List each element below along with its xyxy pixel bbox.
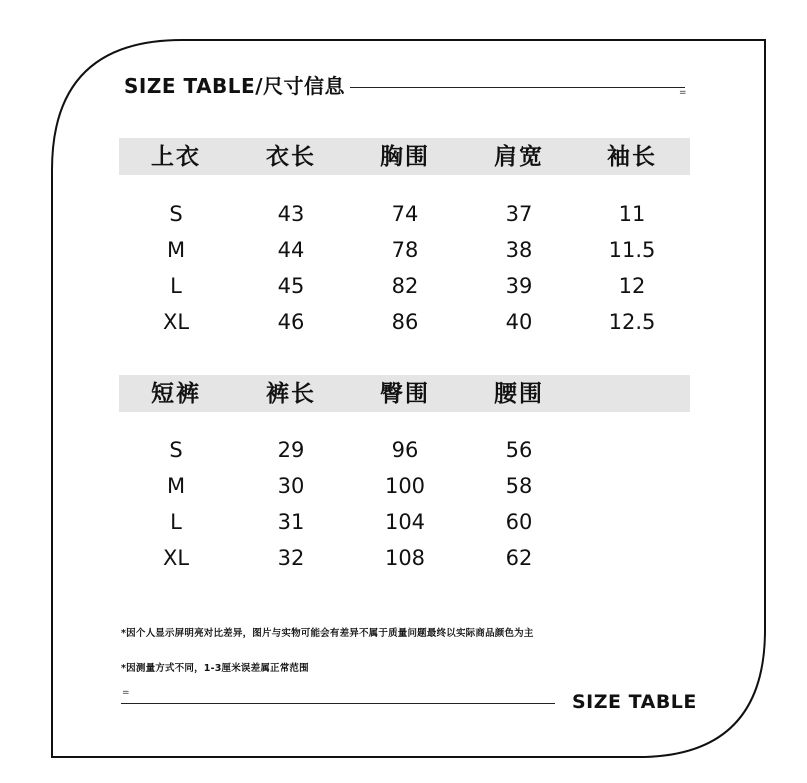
shorts-cell: 104 [384,510,426,534]
shorts-col-header: 臀围 [380,380,430,407]
footer-divider [121,703,555,704]
shorts-size-label: L [170,510,182,534]
tops-cell: 38 [505,238,533,262]
header-divider [350,87,685,88]
tops-cell: 43 [277,202,305,226]
shorts-cell: 58 [505,474,533,498]
tops-cell: 40 [505,310,533,334]
shorts-cell: 96 [391,438,419,462]
shorts-cell: 56 [505,438,533,462]
tops-col-header: 袖长 [607,143,657,170]
shorts-cell: 108 [384,546,426,570]
tops-cell: 78 [391,238,419,262]
shorts-col-header: 腰围 [494,380,544,407]
footer-mark: = [122,688,130,698]
tops-cell: 46 [277,310,305,334]
tops-cell: 11 [618,202,646,226]
tops-cell: 12.5 [608,310,656,334]
footer-title: SIZE TABLE [572,691,697,713]
tops-size-label: M [166,238,186,262]
header-title: SIZE TABLE/尺寸信息 [124,74,345,98]
header-mark: = [679,88,687,98]
tops-col-header: 胸围 [380,143,430,170]
note-color-disclaimer: *因个人显示屏明亮对比差异，图片与实物可能会有差异不属于质量问题最终以实际商品颜色为主 [121,628,534,639]
note-measurement-tolerance: *因测量方式不同，1-3厘米误差属正常范围 [121,663,309,674]
shorts-size-label: M [166,474,186,498]
shorts-cell: 62 [505,546,533,570]
tops-cell: 39 [505,274,533,298]
tops-cell: 86 [391,310,419,334]
shorts-cell: 60 [505,510,533,534]
shorts-size-label: XL [162,546,190,570]
tops-size-label: L [170,274,182,298]
tops-col-header: 肩宽 [494,143,544,170]
tops-cell: 82 [391,274,419,298]
shorts-col-header: 短裤 [151,380,201,407]
shorts-size-label: S [169,438,183,462]
tops-col-header: 上衣 [151,143,201,170]
shorts-cell: 30 [277,474,305,498]
shorts-cell: 32 [277,546,305,570]
tops-cell: 37 [505,202,533,226]
tops-size-label: S [169,202,183,226]
tops-cell: 74 [391,202,419,226]
tops-cell: 12 [618,274,646,298]
tops-cell: 11.5 [608,238,656,262]
shorts-cell: 29 [277,438,305,462]
tops-cell: 45 [277,274,305,298]
tops-cell: 44 [277,238,305,262]
shorts-cell: 31 [277,510,305,534]
shorts-col-header: 裤长 [266,380,316,407]
shorts-cell: 100 [384,474,426,498]
tops-size-label: XL [162,310,190,334]
tops-col-header: 衣长 [266,143,316,170]
